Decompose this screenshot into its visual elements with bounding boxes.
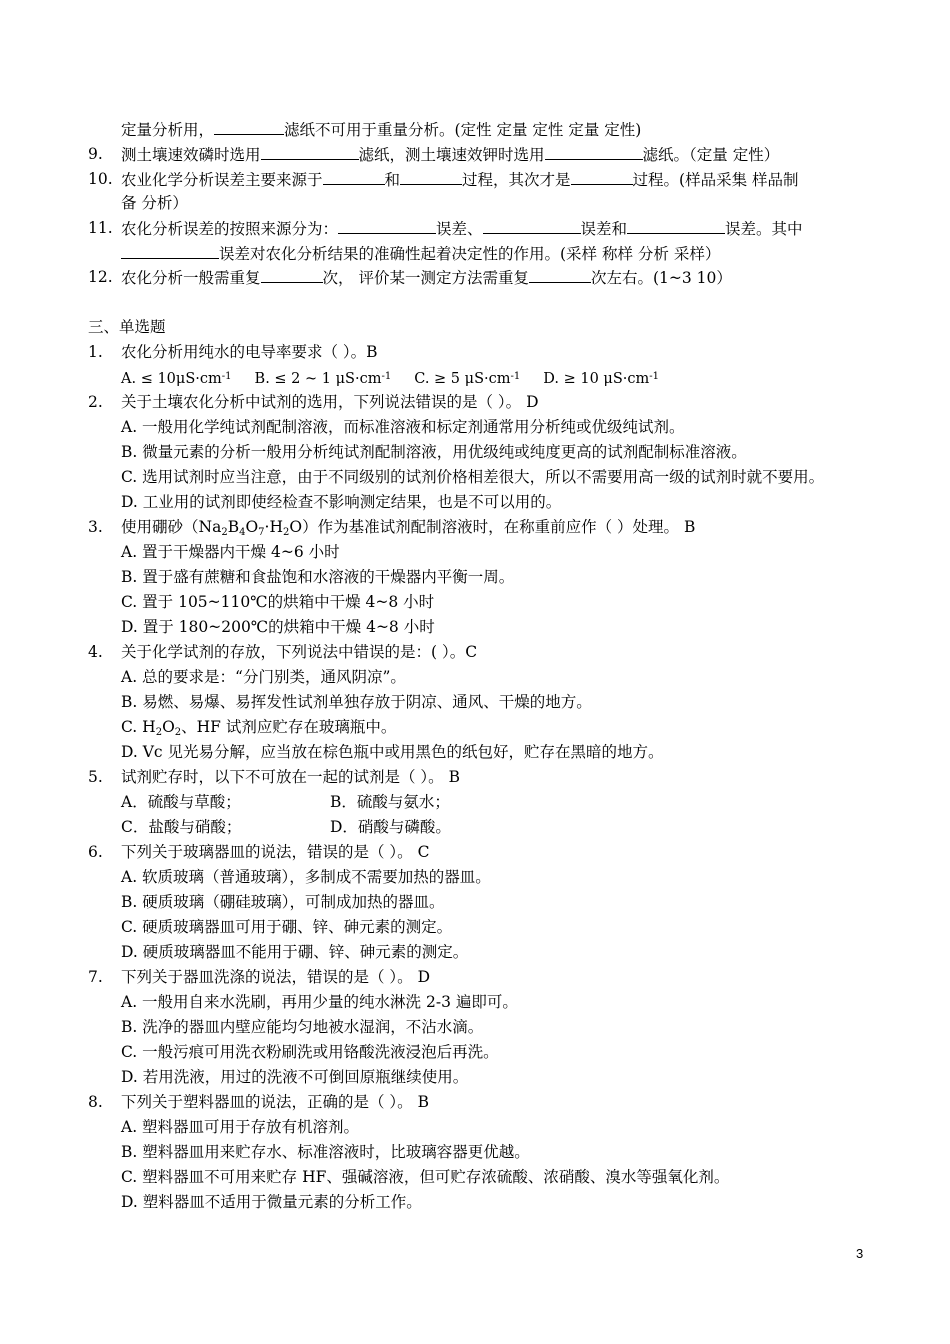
answer-blank: [323, 168, 385, 185]
option-c: C．盐酸与硝酸；: [121, 818, 242, 836]
option-a: A. 软质玻璃（普通玻璃），多制成不需要加热的器皿。: [121, 868, 491, 886]
text: 滤纸，测土壤速效钾时选用: [358, 146, 545, 164]
question-number: 12.: [88, 268, 113, 286]
question-stem: 下列关于器皿洗涤的说法，错误的是（ ）。 D: [121, 968, 431, 986]
answer-blank: [529, 266, 591, 283]
answer-blank: [261, 143, 359, 160]
question-stem: 使用硼砂$(Na_2B_4O_7\cdot H_2O)$作为基准试剂配制溶液时，在称重前应作（ ）处理。 B: [121, 518, 696, 538]
question-number: 5.: [88, 768, 103, 786]
option-c: C. 塑料器皿不可用来贮存 HF、强碱溶液，但可贮存浓硫酸、浓硝酸、溴水等强氧化剂。: [121, 1168, 730, 1186]
question-number: 6.: [88, 843, 103, 861]
q8-tail-line: [121, 118, 641, 141]
text: 次， 评价某一测定方法需重复: [322, 269, 529, 287]
option-b: B．硫酸与氨水；: [330, 793, 450, 811]
option-d: D. 工业用的试剂即使经检查不影响测定结果，也是不可以用的。: [121, 493, 562, 511]
option-d: D. 塑料器皿不适用于微量元素的分析工作。: [121, 1193, 422, 1211]
question-number: 9.: [88, 145, 103, 163]
answer-blank: [338, 217, 436, 234]
question-number: 11.: [88, 219, 113, 237]
answer-blank: [627, 217, 725, 234]
option-d: D. 若用洗液，用过的洗液不可倒回原瓶继续使用。: [121, 1068, 469, 1086]
text: 次左右。(1~3 10）: [590, 269, 732, 287]
option-a: A. 一般用化学纯试剂配制溶液，而标准溶液和标定剂通常用分析纯或优级纯试剂。: [121, 418, 685, 436]
option-d: D．硝酸与磷酸。: [330, 818, 451, 836]
answer-blank: [214, 118, 284, 135]
text: 农化分析误差的按照来源分为：: [121, 220, 339, 238]
option-a: A. 总的要求是：“分门别类，通风阴凉”。: [121, 668, 406, 686]
option-a: A. 一般用自来水洗刷，再用少量的纯水淋洗 2-3 遍即可。: [121, 993, 518, 1011]
section-title: 三、单选题: [88, 318, 166, 336]
text: 误差。其中: [725, 220, 803, 238]
question-stem: 关于化学试剂的存放，下列说法中错误的是：( ）。C: [121, 643, 478, 661]
q10-line-2: 备 分析）: [121, 194, 188, 212]
question-stem: 下列关于塑料器皿的说法，正确的是（ ）。 B: [121, 1093, 429, 1111]
answer-blank: [261, 266, 323, 283]
text: 滤纸不可用于重量分析。(定性 定量 定性 定量 定性): [284, 121, 642, 139]
question-number: 4.: [88, 643, 103, 661]
answer-blank: [483, 217, 581, 234]
text: 过程，其次才是: [462, 171, 571, 189]
question-stem: 试剂贮存时，以下不可放在一起的试剂是（ ）。 B: [121, 768, 460, 786]
text: 误差和: [580, 220, 628, 238]
question-number: 1.: [88, 343, 103, 361]
page-number: 3: [856, 1246, 864, 1261]
option-b: B. 塑料器皿用来贮存水、标准溶液时，比玻璃容器更优越。: [121, 1143, 530, 1161]
q11-line: [121, 217, 803, 240]
option-c: C. $H_2O_2$、HF 试剂应贮存在玻璃瓶中。: [121, 718, 397, 738]
inline-options: [121, 366, 659, 390]
q10-line: [121, 168, 799, 191]
text: 误差、: [436, 220, 483, 238]
question-number: 3.: [88, 518, 103, 536]
option-a: A. 塑料器皿可用于存放有机溶剂。: [121, 1118, 360, 1136]
q9-line: [121, 143, 779, 166]
option-c: C. ≥ 5 $\mu S\cdot cm^{-1}$: [414, 371, 521, 387]
answer-blank: [545, 143, 643, 160]
option-b: B. 洗净的器皿内壁应能均匀地被水湿润，不沾水滴。: [121, 1018, 484, 1036]
option-b: B. 置于盛有蔗糖和食盐饱和水溶液的干燥器内平衡一周。: [121, 568, 515, 586]
option-a: A. 置于干燥器内干燥 4~6 小时: [121, 543, 340, 561]
answer-blank: [121, 242, 219, 259]
question-stem: 关于土壤农化分析中试剂的选用，下列说法错误的是（ ）。 D: [121, 393, 539, 411]
question-number: 7.: [88, 968, 103, 986]
text: 定量分析用，: [121, 121, 215, 139]
option-a: A．硫酸与草酸；: [121, 793, 241, 811]
answer-blank: [571, 168, 633, 185]
option-a: A. ≤ $10\mu S\cdot cm^{-1}$: [121, 371, 232, 387]
option-d: D. ≥ 10 $\mu S\cdot cm^{-1}$: [543, 371, 660, 387]
text: 测土壤速效磷时选用: [121, 146, 261, 164]
answer-blank: [400, 168, 462, 185]
text: 滤纸。（定量 定性）: [642, 146, 780, 164]
option-d: D. Vc 见光易分解，应当放在棕色瓶中或用黑色的纸包好，贮存在黑暗的地方。: [121, 743, 664, 761]
option-c: C. 硬质玻璃器皿可用于硼、锌、砷元素的测定。: [121, 918, 453, 936]
option-d: D. 硬质玻璃器皿不能用于硼、锌、砷元素的测定。: [121, 943, 469, 961]
option-c: C. 选用试剂时应当注意，由于不同级别的试剂价格相差很大，所以不需要用高一级的试剂时就不要用。: [121, 468, 825, 486]
option-b: B. 易燃、易爆、易挥发性试剂单独存放于阴凉、通风、干燥的地方。: [121, 693, 592, 711]
question-number: 2.: [88, 393, 103, 411]
option-c: C. 一般污痕可用洗衣粉刷洗或用铬酸洗液浸泡后再洗。: [121, 1043, 499, 1061]
text: 误差对农化分析结果的准确性起着决定性的作用。(采样 称样 分析 采样）: [219, 245, 721, 263]
text: 农化分析一般需重复: [121, 269, 261, 287]
option-b: B. 微量元素的分析一般用分析纯试剂配制溶液，用优级纯或纯度更高的试剂配制标准溶液。: [121, 443, 747, 461]
question-stem: 下列关于玻璃器皿的说法，错误的是（ ）。 C: [121, 843, 430, 861]
question-number: 10.: [88, 170, 113, 188]
option-c: C. 置于 105~110℃的烘箱中干燥 4~8 小时: [121, 593, 435, 611]
option-b: B. ≤ 2 ~ 1 $\mu S\cdot cm^{-1}$: [254, 371, 392, 387]
question-stem: 农化分析用纯水的电导率要求（ ）。B: [121, 343, 378, 361]
option-b: B. 硬质玻璃（硼硅玻璃），可制成加热的器皿。: [121, 893, 445, 911]
text: 农业化学分析误差主要来源于: [121, 171, 323, 189]
text: 和: [384, 171, 401, 189]
q11-line-2: [121, 242, 720, 265]
question-number: 8.: [88, 1093, 103, 1111]
option-d: D. 置于 180~200℃的烘箱中干燥 4~8 小时: [121, 618, 435, 636]
q12-line: [121, 266, 732, 289]
text: 过程。(样品采集 样品制: [632, 171, 799, 189]
